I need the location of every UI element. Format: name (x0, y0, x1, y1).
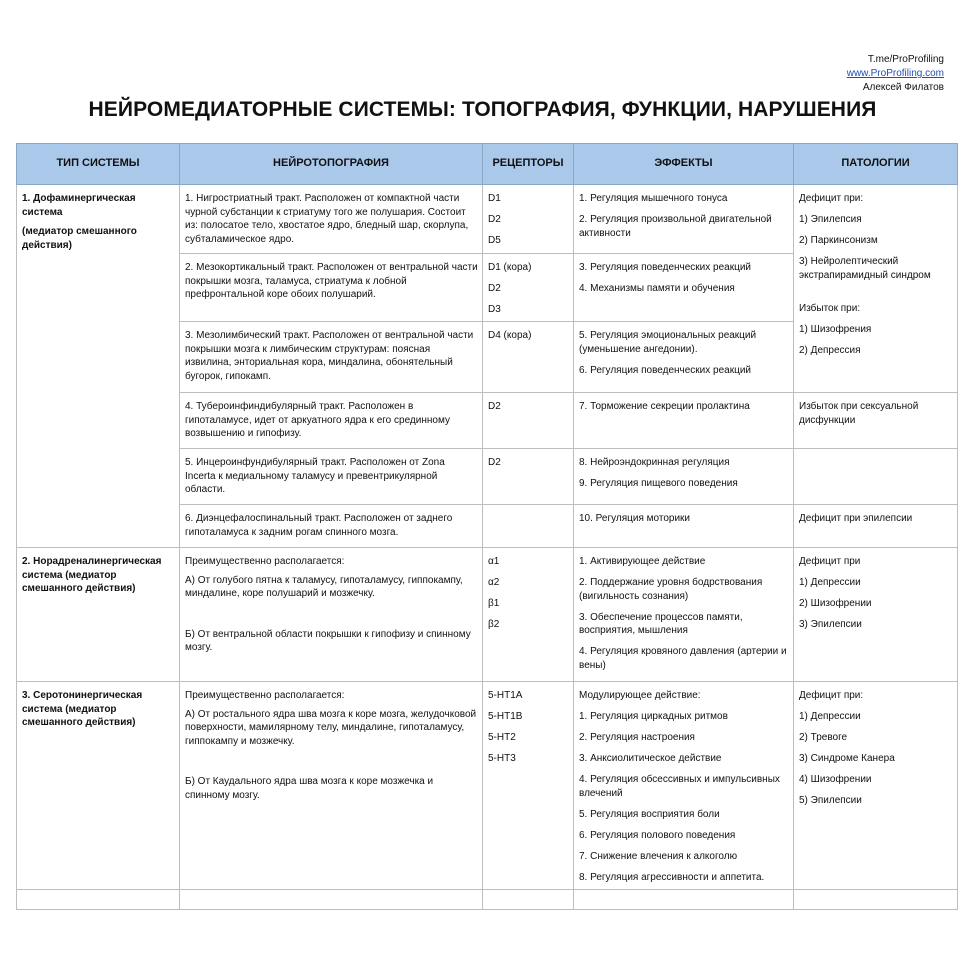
effect: 7. Торможение секреции пролактина (579, 401, 750, 412)
effect: 6. Регуляция полового поведения (579, 829, 736, 841)
page-title: НЕЙРОМЕДИАТОРНЫЕ СИСТЕМЫ: ТОПОГРАФИЯ, ФУНКЦИИ, НАРУШЕНИЯ (88, 98, 877, 121)
pathology-cell (794, 185, 958, 393)
receptors-cell (483, 254, 574, 322)
receptor: α2 (488, 577, 500, 588)
effect: 2. Регуляция настроения (579, 732, 695, 743)
pathology-item: 3) Эпилепсии (799, 619, 862, 630)
receptors-cell (483, 393, 574, 449)
system-noradrenaline (17, 548, 180, 682)
pathology-item: 5) Эпилепсии (799, 795, 862, 806)
topography-line: Б) От вентральной области покрышки к гипофизу и спинному мозгу. (185, 628, 471, 653)
effect: 1. Активирующее действие (579, 556, 706, 567)
pathology-item: 2) Тревоге (799, 732, 848, 743)
receptor: D3 (488, 304, 501, 315)
effect: 3. Обеспечение процессов памяти, восприятия, мышления (579, 611, 743, 636)
table-row (17, 185, 958, 254)
topography-line: Преимущественно располагается: (185, 690, 345, 701)
receptor: 5-HT2 (488, 732, 516, 743)
topography-cell (180, 548, 483, 682)
pathology-cell (794, 682, 958, 890)
effects-cell (574, 322, 794, 393)
header-topography: НЕЙРОТОПОГРАФИЯ (180, 144, 483, 185)
pathology-item: 2) Депрессия (799, 344, 861, 356)
header-system-type: ТИП СИСТЕМЫ (17, 144, 180, 185)
topography-cell (180, 682, 483, 890)
system-name: 1. Дофаминергическая система (22, 193, 136, 218)
table-row (17, 890, 958, 910)
effects-cell (574, 449, 794, 505)
receptor: β2 (488, 619, 500, 630)
pathology-cell (794, 449, 958, 505)
system-mediator: (медиатор смешанного действия) (22, 226, 137, 251)
effect: 8. Регуляция агрессивности и аппетита. (579, 871, 765, 883)
receptor: D1 (488, 193, 501, 204)
pathology-cell: Дефицит при эпилепсии (794, 505, 958, 548)
receptor: α1 (488, 556, 500, 567)
receptor: 5-HT1A (488, 690, 523, 701)
receptors-cell (483, 185, 574, 254)
pathology-item: 2) Шизофрении (799, 598, 872, 609)
receptor: D2 (488, 283, 501, 294)
header-receptors: РЕЦЕПТОРЫ (483, 144, 574, 185)
receptor: D2 (488, 401, 501, 412)
topography-cell: 1. Нигростриатный тракт. Расположен от компактной части чурной субстанции к стриатуму того же полушария. Состоит из: полосатое тело, хвостатое ядро, бледный шар, скорлупа, субталамическое ядро. (180, 185, 483, 254)
topography-cell: 2. Мезокортикальный тракт. Расположен от вентральной части покрышки мозга, таламуса, стриатума к лобной префронтальной коре обоих полушарий. (180, 254, 483, 322)
effect: 4. Регуляция обсессивных и импульсивных влечений (579, 774, 780, 799)
effect: 5. Регуляция восприятия боли (579, 808, 720, 820)
effect: 1. Регуляция мышечного тонуса (579, 193, 728, 204)
header-row (17, 144, 958, 185)
pathology-item: 3) Синдроме Канера (799, 753, 895, 764)
topography-cell: 3. Мезолимбический тракт. Расположен от вентральной части покрышки мозга к лимбическим структурам: поясная извилина, энториальная кора, миндалина, обонятельный бугорок, гипокамп. (180, 322, 483, 393)
receptors-cell (483, 322, 574, 393)
website-link[interactable]: www.ProProfiling.com (846, 68, 944, 79)
receptor: D1 (кора) (488, 262, 532, 273)
telegram-text: T.me/ProProfiling (867, 54, 944, 65)
credits (847, 53, 944, 95)
topography-line: А) От голубого пятна к таламусу, гипоталамусу, гиппокампу, миндалине, коре полушарий и мозжечку. (185, 574, 463, 599)
system-name: 2. Норадреналинергическая система (медиатор смешанного действия) (22, 556, 162, 594)
effect: 8. Нейроэндокринная регуляция (579, 457, 730, 468)
pathology-cell: Избыток при сексуальной дисфункции (794, 393, 958, 449)
pathology-item: 1) Шизофрения (799, 323, 872, 335)
effects-cell (574, 254, 794, 322)
topography-cell: 5. Инцероинфундибулярный тракт. Расположен от Zona Incerta к медиальному таламусу и превентрикулярной области. (180, 449, 483, 505)
topography-line: А) От ростального ядра шва мозга к коре мозга, желудочковой поверхности, мамилярному телу, миндалине, гипоталамусу, гиппокампу и мозжечку. (185, 708, 477, 747)
effect: 2. Поддержание уровня бодрствования (вигильность сознания) (579, 577, 763, 602)
receptor: D2 (488, 214, 501, 225)
receptor: D5 (488, 235, 501, 246)
pathology-item: Дефицит при: (799, 690, 864, 701)
effect: 7. Снижение влечения к алкоголю (579, 850, 738, 862)
header-effects: ЭФФЕКТЫ (574, 144, 794, 185)
table-row (17, 682, 958, 890)
topography-cell: 6. Диэнцефалоспинальный тракт. Расположен от заднего гипоталамуса к задним рогам спинного мозга. (180, 505, 483, 548)
effect: 5. Регуляция эмоциональных реакций (уменьшение ангедонии). (579, 330, 757, 355)
effect: 4. Механизмы памяти и обучения (579, 283, 735, 294)
topography-line: Б) От Каудального ядра шва мозга к коре мозжечка и спинному мозгу. (185, 776, 434, 801)
topography-cell: 4. Тубероинфиндибулярный тракт. Расположен в гипоталамусе, идет от аркуатного ядра к его срединному возвышению и гипофизу. (180, 393, 483, 449)
pathology-item: 1) Эпилепсия (799, 214, 862, 225)
effect: 10. Регуляция моторики (579, 513, 691, 524)
pathology-item: Дефицит при (799, 556, 861, 567)
receptors-cell (483, 505, 574, 548)
effect: 4. Регуляция кровяного давления (артерии и вены) (579, 646, 787, 671)
pathology-item: 3) Нейролептический экстрапирамидный синдром (799, 256, 931, 281)
effect: 3. Анксиолитическое действие (579, 753, 722, 764)
receptors-cell (483, 548, 574, 682)
receptor: D2 (488, 457, 501, 468)
receptor: 5-HT1B (488, 711, 523, 722)
pathology-item: 1) Депрессии (799, 577, 861, 588)
effects-cell (574, 185, 794, 254)
pathology-item: Дефицит при: (799, 193, 864, 204)
effect: 6. Регуляция поведенческих реакций (579, 364, 752, 376)
system-serotonin (17, 682, 180, 890)
pathology-item: 1) Депрессии (799, 711, 861, 722)
topography-line: Преимущественно располагается: (185, 556, 345, 567)
effect: 1. Регуляция циркадных ритмов (579, 711, 728, 722)
receptor: β1 (488, 598, 500, 609)
effect: 2. Регуляция произвольной двигательной активности (579, 214, 772, 239)
effects-cell (574, 682, 794, 890)
receptor: D4 (кора) (488, 330, 532, 341)
pathology-item: Избыток при: (799, 302, 861, 314)
effect: Модулирующее действие: (579, 690, 701, 701)
effects-cell (574, 393, 794, 449)
receptors-cell (483, 682, 574, 890)
receptors-cell (483, 449, 574, 505)
pathology-cell (794, 548, 958, 682)
table-row (17, 548, 958, 682)
pathology-item: 2) Паркинсонизм (799, 235, 878, 246)
effects-cell (574, 548, 794, 682)
system-dopamine (17, 185, 180, 548)
system-name: 3. Серотонинергическая система (медиатор смешанного действия) (22, 690, 143, 728)
header-pathologies: ПАТОЛОГИИ (794, 144, 958, 185)
effect: 3. Регуляция поведенческих реакций (579, 262, 752, 273)
neuro-table (16, 143, 958, 910)
effects-cell (574, 505, 794, 548)
receptor: 5-HT3 (488, 753, 516, 764)
effect: 9. Регуляция пищевого поведения (579, 478, 738, 489)
author-text: Алексей Филатов (862, 82, 944, 93)
pathology-item: 4) Шизофрении (799, 774, 872, 785)
